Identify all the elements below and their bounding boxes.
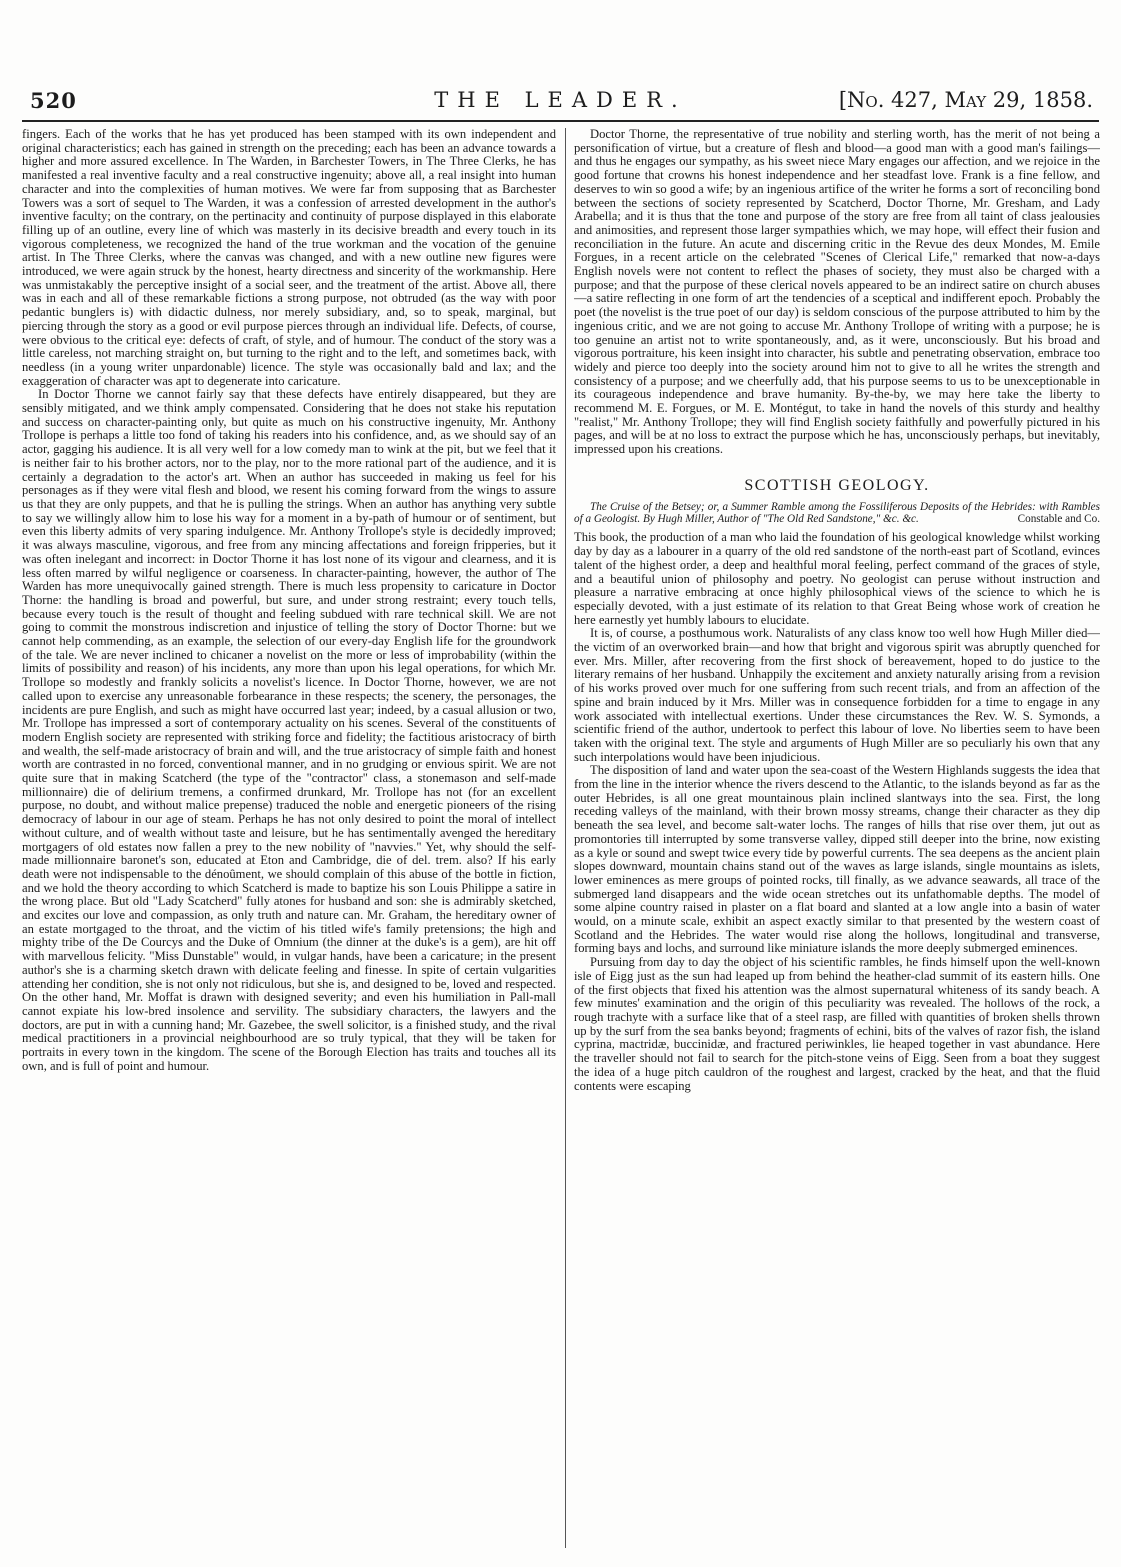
publication-title: THE LEADER. [434, 88, 687, 112]
left-paragraph-2: In Doctor Thorne we cannot fairly say that these defects have entirely disappeared, but they are sensibly mitigated, and we think amply compensated. Considering that he does not stake his reputation and success on character-painting only, but quite as much on his constructive ingenuity, Mr. Anthony Trollope is perhaps a little too fond of taking his readers into his confidence, and, as we should say of an actor, gagging his audience. It is all very well for a low comedy man to wink at the pit, but we feel that it is neither fair to his brother actors, nor to the play, nor to the more rational part of the audience, and it is certainly a degradation to the actor's art. When an author has succeeded in making us feel for his personages as if they were vital flesh and blood, we resent his coming forward from the wings to assure us that they are only puppets, and that he is pulling the strings. When an author has anything very subtle to say we willingly allow him to lose his way for a moment in a by-path of humour or of sentiment, but even this liberty admits of very sparing indulgence. Mr. Anthony Trollope's style is decidedly improved; it was always masculine, vigorous, and free from any mincing affectations and foreign fripperies, but it was often inelegant and incorrect: in Doctor Thorne it has lost none of its vigour and clearness, and it is less often marred by wilful negligence or coarseness. In character-painting, however, the author of The Warden has more unequivocally gained strength. There is much less propensity to caricature in Doctor Thorne: the handling is broad and powerful, but sure, and under strong restraint; every touch tells, because every touch is the result of thought and feeling subdued with rare technical skill. We are not going to commit the monstrous indiscretion and injustice of telling the story of Doctor Thorne: but we cannot help commending, as an example, the selection of our every-day English life for the groundwork of the tale. We are never inclined to chicaner a novelist on the more or less of improbability (within the limits of possibility and reason) of his incidents, any more than upon his legal operations, for which Mr. Trollope so modestly and frankly solicits a novelist's licence. In Doctor Thorne, however, we are not called upon to exercise any unreasonable forbearance in these respects; the scenery, the personages, the incidents are pure English, and such as might have occurred last year; indeed, by a casual allusion or two, Mr. Trollope has impressed a sort of contemporary actuality on his scenes. Several of the constituents of modern English society are represented with striking force and fidelity; the factitious aristocracy of birth and wealth, the self-made aristocracy of brain and will, and the true aristocracy of simple faith and honest worth are contrasted in no forced, conventional manner, and in no grudging or envious spirit. We are not quite sure that in making Scatcherd (the type of the "contractor" class, a stonemason and self-made millionnaire) die of delirium tremens, a confirmed drunkard, Mr. Trollope has not (for an excellent purpose, no doubt, and without malice prepense) traduced the noble and energetic pioneers of the rising democracy of labour in our age of steam. Perhaps he has not only desired to point the moral of intellect without culture, and of wealth without taste and leisure, but he has sentimentally avenged the hereditary mortgagers of old estates now fallen a prey to the new nobility of "navvies." Yet, why should the self-made millionnaire baronet's son, educated at Eton and Cambridge, die of del. trem. also? If his early death were not indispensable to the dénoûment, we should complain of this abuse of the bottle in fiction, and we hold the theory according to which Scatcherd is made to baptize his son Louis Philippe a satire in the wrong place. But old "Lady Scatcherd" fully atones for husband and son: she is admirably sketched, and excites our love and compassion, as only truth and nature can. Mr. Graham, the hereditary owner of an estate mortgaged to the throat, and the victim of his titled wife's family pretensions; the high and mighty tribe of the De Courcys and the Duke of Omnium (the dinner at the duke's is a gem), are hit off with marvellous felicity. "Miss Dunstable" would, in vulgar hands, have been a caricature; in the present author's she is a charming sketch drawn with delicate feeling and finesse. In spite of certain vulgarities attending her condition, she is not only not ridiculous, but she is, and designed to be, loved and respected. On the other hand, Mr. Moffat is drawn with designed severity; and even his humiliation in Pall-mall cannot expiate his low-bred insolence and servility. The subsidiary characters, the lawyers and the doctors, are put in with a cunning hand; Mr. Gazebee, the swell solicitor, is a finished study, and the rival medical practitioners in a provincial neighbourhood are so truly typical, that they will be taken for portraits in every town in the kingdom. The scene of the Borough Election has traits and touches all its own, and is full of point and humour. [22, 387, 556, 1073]
publisher: Constable and Co. [1017, 512, 1100, 525]
article-paragraph-2: It is, of course, a posthumous work. Naturalists of any class know too well how Hugh Miller died—the victim of an overworked brain—and how that bright and vigorous spirit was abruptly quenched for ever. Mrs. Miller, after recovering from the first shock of bereavement, hoped to do justice to the literary remains of her husband. Unhappily the excitement and anxiety naturally arising from a revision of his works proved over much for one suffering from such recent trials, and from an affection of the spine and brain induced by it Mrs. Miller was in consequence forbidden for a time to engage in any work associated with intellectual exertions. Under these circumstances the Rev. W. S. Symonds, a scientific friend of the author, undertook to perfect this labour of love. No liberties seem to have been taken with the original text. The style and arguments of Hugh Miller are so peculiarly his own that any such interpolations would have been injudicious. [574, 626, 1100, 764]
article-paragraph-3: The disposition of land and water upon the sea-coast of the Western Highlands suggests the idea that from the line in the interior whence the rivers descend to the Atlantic, to the islands beyond as far as the outer Hebrides, is all one great mountainous plain inclined slantways into the sea. First, the long receding valleys of the mainland, with their brown mossy streams, change their character as they dip beneath the sea level, and become salt-water lochs. The ranges of hills that rise over them, jut out as promontories till interrupted by some transverse valley, dipped still deeper into the brine, now existing as a kyle or sound and swept twice every tide by powerful currents. The sea deepens as the ancient plain slopes downward, mountain chains stand out of the waves as large islands, single mountains as islets, lower eminences as mere groups of pointed rocks, till finally, as we advance seawards, all trace of the submerged land disappears and the wide ocean stretches out its unfathomable depths. The model of some alpine country raised in plaster on a flat board and slanted at a low angle into a basin of water would, on a minute scale, exhibit an aspect exactly similar to that presented by the western coast of Scotland and the Hebrides. The water would rise along the hollows, longitudinal and transverse, forming bays and lochs, and surround like miniature islands the more deeply submerged eminences. [574, 763, 1100, 956]
masthead [22, 86, 1099, 116]
header-rule [22, 120, 1099, 122]
article-paragraph-4: Pursuing from day to day the object of his scientific rambles, he finds himself upon the well-known isle of Eigg just as the sun had leaped up from behind the heather-clad summit of its eastern hills. One of the first objects that fixed his attention was the almost supernatural whiteness of its sandy beach. A few minutes' examination and the origin of this peculiarity was revealed. The hollows of the rock, a rough trachyte with a surface like that of a steel rasp, are filled with quantities of broken shells thrown up by the surf from the sea banks beyond; fragments of echini, bits of the valves of razor fish, the island cyprina, mactridæ, buccinidæ, and fractured periwinkles, lie heaped together in vast abundance. Here the traveller should not fail to search for the pitch-stone veins of Eigg. Seen from a boat they suggest the idea of a huge pitch cauldron of the roughest and largest, cracked by the heat, and that the fluid contents were escaping [574, 955, 1100, 1093]
article-heading: SCOTTISH GEOLOGY. [744, 476, 930, 494]
left-column [22, 128, 556, 1548]
left-paragraph-1: fingers. Each of the works that he has yet produced has been stamped with its own independent and original characteristics; each has gained in strength on the preceding; each has been an advance towards a higher and more assured excellence. In The Warden, in Barchester Towers, in The Three Clerks, he has manifested a real inventive faculty and a real constructive ingenuity; above all, a real insight into human character and into the complexities of human motives. We were far from supposing that as Barchester Towers was a sort of sequel to The Warden, it was a confession of arrested development in the author's inventive faculty; on the contrary, on the pertinacity and continuity of purpose displayed in this elaborate filling up of an outline, every line of which was masterly in its decisive breadth and every touch in its vigorous completeness, we recognized the hand of the true workman and the vocation of the genuine artist. In The Three Clerks, where the canvas was changed, and with a new outline new figures were introduced, we were again struck by the honest, hearty directness and sincerity of the workmanship. Here was unmistakably the perceptive insight of a social seer, and the treatment of the artist. Above all, there was in each and all of these remarkable fictions a strong purpose, not obtruded (as the way with poor pedantic bunglers is) with didactic dulness, nor merely subsidiary, and, so to speak, marginal, but piercing through the story as a good or evil purpose pierces through an individual life. Defects, of course, were obvious to the critical eye: defects of craft, of style, and of humour. The conduct of the story was a little careless, not marching straight on, but turning to the right and to the left, and sometimes back, with needless (in a young writer unpardonable) licence. The style was occasionally bald and lax; and the exaggeration of character was apt to degenerate into caricature. [22, 128, 556, 388]
issue-info: [No. 427, May 29, 1858. [838, 88, 1093, 112]
right-paragraph-1: Doctor Thorne, the representative of true nobility and sterling worth, has the merit of not being a personification of virtue, but a creature of flesh and blood—a good man with a good man's failings—and thus he engages our sympathy, as his sweet niece Mary engages our affection, and we rejoice in the good fortune that crowns his honest independence and her steadfast love. Frank is a fine fellow, and deserves to win so good a wife; by an ingenious artifice of the writer he forms a sort of reconciling bond between the sections of society represented by Scatcherd, Doctor Thorne, Mr. Gresham, and Lady Arabella; and it is thus that the tone and purpose of the story are free from all taint of class jealousies and animosities, and represent those larger sympathies which, we may hope, will effect their fusion and reconciliation in the future. An acute and discerning critic in the Revue des deux Mondes, M. Emile Forgues, in a recent article on the celebrated "Scenes of Clerical Life," remarked that now-a-days English novels were not content to reflect the phases of society, they must also be charged with a purpose; and that the purpose of these clerical novels appeared to be an indirect satire on church abuses—a satire reflecting in one form of art the tendencies of a sceptical and indifferent epoch. Probably the poet (the novelist is the true poet of our day) is seldom conscious of the purpose attributed to him by the ingenious critic, and we are not going to accuse Mr. Anthony Trollope of writing with a purpose; he is too genuine an artist not to write spontaneously, and, as it were, unconsciously. But his broad and vigorous portraiture, his keen insight into character, his subtle and penetrating observation, embrace too widely and pierce too deeply into the society around him not to give to all he writes the strength and consistency of a purpose; and we cheerfully add, that his purpose seems to us to be unexceptionable in its courageous independence and brave humanity. By-the-by, we may here take the liberty to recommend M. E. Forgues, or M. E. Montégut, to take in hand the novels of this sturdy and healthy "realist," Mr. Anthony Trollope; they will find English society faithfully and powerfully pictured in his pages, and will be at no loss to extract the purpose which he has, unconsciously perhaps, but inevitably, impressed upon his creations. [574, 128, 1100, 457]
article-subheading [574, 501, 1100, 526]
article-paragraph-1: This book, the production of a man who laid the foundation of his geological knowledge whilst working day by day as a labourer in a quarry of the old red sandstone of the north-east part of Scotland, evinces talent of the highest order, a deep and healthful moral feeling, perfect command of the graces of style, and a beautiful union of philosophy and poetry. No geologist can peruse without instruction and pleasure a narrative embracing at once highly philosophical views of the science to which he is especially devoted, with a just estimate of its relation to that Great Being whose work of creation he here earnestly yet humbly labours to elucidate. [574, 530, 1100, 627]
page-number: 520 [30, 88, 77, 113]
book-citation: The Cruise of the Betsey; or, a Summer Ramble among the Fossiliferous Deposits of the Hebrides: with Rambles of a Geologist. By Hugh Miller, Author of "The Old Red Sandstone," &c. &c. [574, 500, 1100, 525]
column-divider [565, 128, 566, 1548]
right-column [574, 128, 1100, 1548]
